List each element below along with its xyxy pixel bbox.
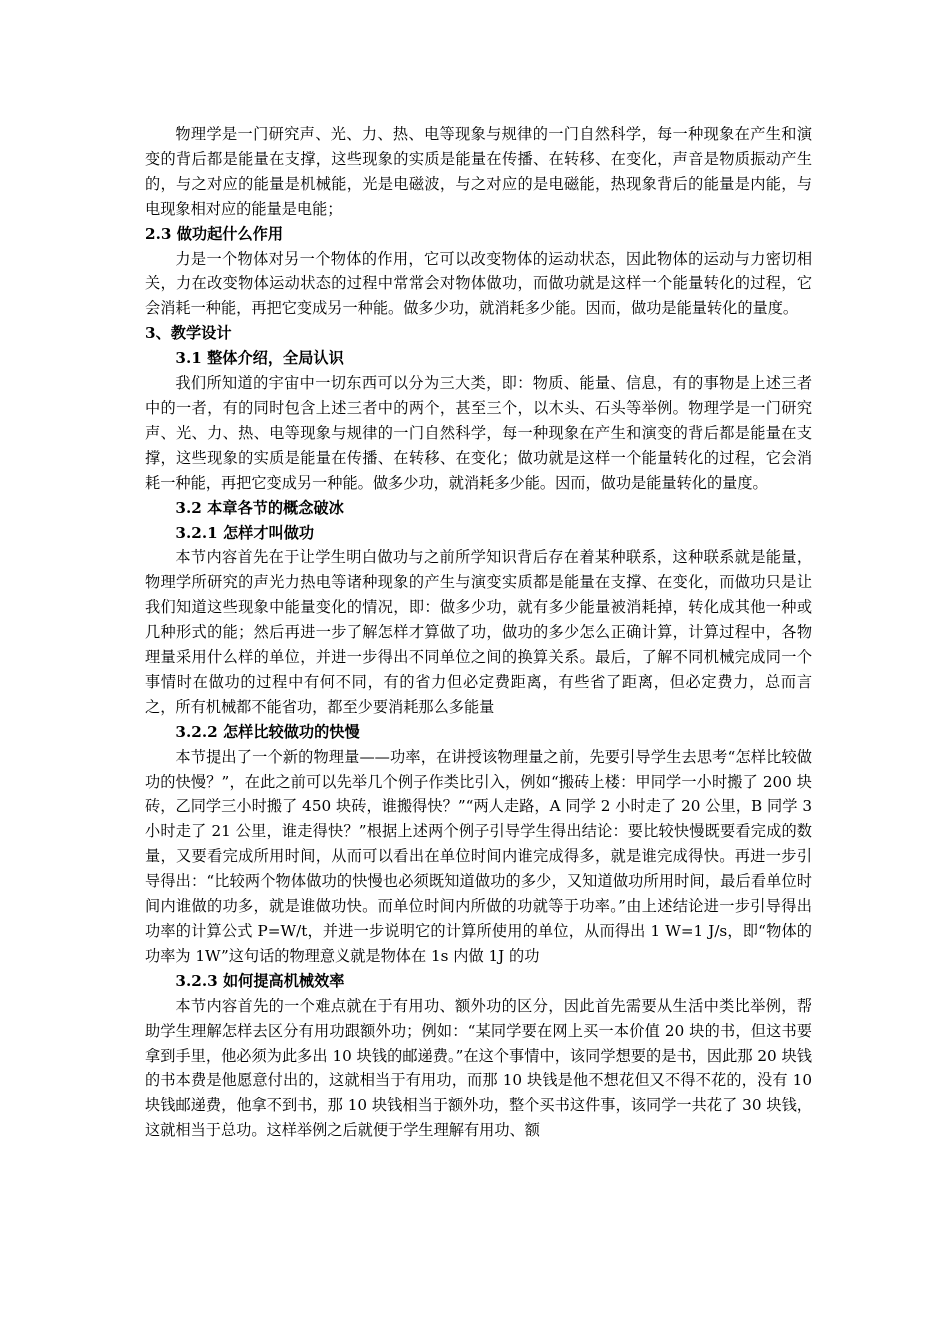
section-heading-3: 3、教学设计	[145, 324, 232, 343]
intro-paragraph: 物理学是一门研究声、光、力、热、电等现象与规律的一门自然科学，每一种现象在产生和演变的背后都是能量在支撑，这些现象的实质是能量在传播、在转移、在变化，声音是物质振动产生的，与之对应的能量是机械能，光是电磁波，与之对应的是电磁能，热现象背后的能量是内能，与电现象相对应的能量是电能；	[145, 125, 812, 218]
power-paragraph: 本节提出了一个新的物理量——功率，在讲授该物理量之前，先要引导学生去思考“怎样比较做功的快慢？”，在此之前可以先举几个例子作类比引入，例如“搬砖上楼：甲同学一小时搬了 200 块砖，乙同学三小时搬了 450 块砖，谁搬得快？”“两人走路，A 同学 2 小时走了 20 公里，B 同学 3 小时走了 21 公里，谁走得快？”根据上述两个例子引导学生得出结论：要比较快慢既要看完成的数量，又要看完成所用时间，从而可以看出在单位时间内谁完成得多，就是谁完成得快。再进一步引导得出：“比较两个物体做功的快慢也必须既知道做功的多少，又知道做功所用时间，最后看单位时间内谁做的功多，就是谁做功快。而单位时间内所做的功就等于功率。”由上述结论进一步引导得出功率的计算公式 P=W/t，并进一步说明它的计算所使用的单位，从而得出 1 W=1 J/s，即“物体的功率为 1W”这句话的物理意义就是物体在 1s 内做 1J 的功	[145, 747, 812, 965]
efficiency-paragraph: 本节内容首先的一个难点就在于有用功、额外功的区分，因此首先需要从生活中类比举例，帮助学生理解怎样去区分有用功跟额外功；例如：“某同学要在网上买一本价值 20 块的书，但这书要拿到手里，他必须为此多出 10 块钱的邮递费。”在这个事情中，该同学想要的是书，因此那 20 块钱的书本费是他愿意付出的，这就相当于有用功，而那 10 块钱是他不想花但又不得不花的，没有 10 块钱邮递费，他拿不到书，那 10 块钱相当于额外功，整个买书这件事，该同学一共花了 30 块钱，这就相当于总功。这样举例之后就便于学生理解有用功、额	[145, 996, 812, 1140]
doing-work-paragraph: 本节内容首先在于让学生明白做功与之前所学知识背后存在着某种联系，这种联系就是能量，物理学所研究的声光力热电等诸种现象的产生与演变实质都是能量在支撑、在变化，而做功只是让我们知道这些现象中能量变化的情况，即：做多少功，就有多少能量被消耗掉，转化成其他一种或几种形式的能；然后再进一步了解怎样才算做了功，做功的多少怎么正确计算，计算过程中，各物理量采用什么样的单位，并进一步得出不同单位之间的换算关系。最后，了解不同机械完成同一个事情时在做功的过程中有何不同，有的省力但必定费距离，有些省了距离，但必定费力，总而言之，所有机械都不能省功，都至少要消耗那么多能量	[145, 548, 812, 716]
subsection-heading-3-1: 3.1 整体介绍，全局认识	[175, 349, 344, 368]
overview-paragraph: 我们所知道的宇宙中一切东西可以分为三大类，即：物质、能量、信息，有的事物是上述三者中的一者，有的同时包含上述三者中的两个，甚至三个，以木头、石头等举例。物理学是一门研究声、光、力、热、电等现象与规律的一门自然科学，每一种现象在产生和演变的背后都是能量在支撑，这些现象的实质是能量在传播、在转移、在变化；做功就是这样一个能量转化的过程，它会消耗一种能，再把它变成另一种能。做多少功，就消耗多少能。因而，做功是能量转化的量度。	[145, 374, 812, 492]
subsection-heading-3-2-1: 3.2.1 怎样才叫做功	[175, 523, 315, 542]
subsection-heading-3-2-2: 3.2.2 怎样比较做功的快慢	[175, 722, 360, 741]
work-role-paragraph: 力是一个物体对另一个物体的作用，它可以改变物体的运动状态，因此物体的运动与力密切相关，力在改变物体运动状态的过程中常常会对物体做功，而做功就是这样一个能量转化的过程，它会消耗一种能，再把它变成另一种能。做多少功，就消耗多少能。因而，做功是能量转化的量度。	[145, 249, 812, 318]
subsection-heading-3-2: 3.2 本章各节的概念破冰	[175, 498, 344, 517]
subsection-heading-3-2-3: 3.2.3 如何提高机械效率	[175, 971, 345, 990]
section-heading-2-3: 2.3 做功起什么作用	[145, 224, 284, 243]
document-page	[145, 122, 812, 1143]
